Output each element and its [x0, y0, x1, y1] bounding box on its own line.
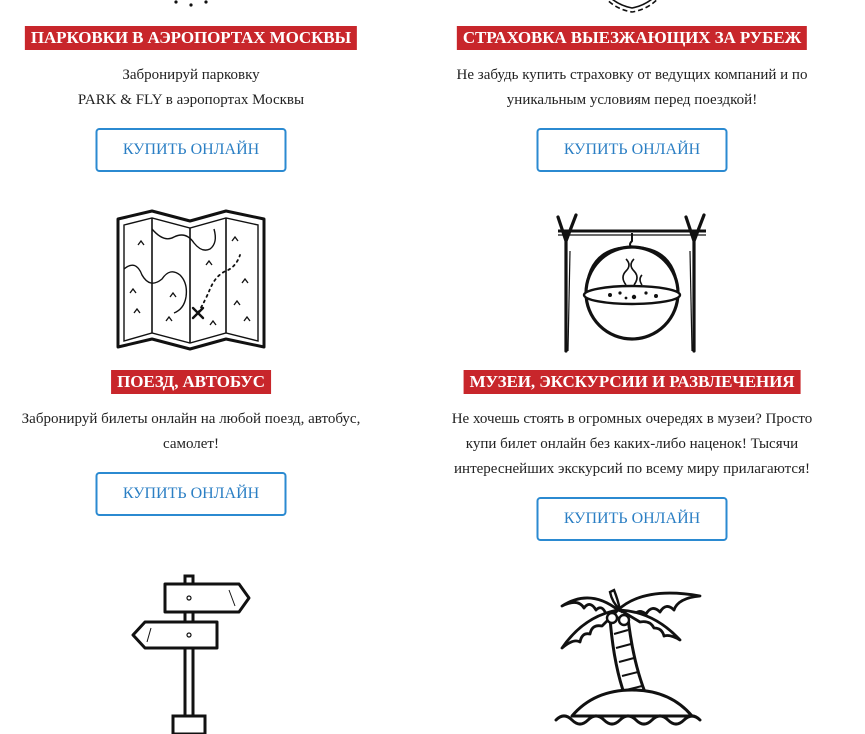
service-card-signpost — [0, 574, 391, 726]
service-card-train-bus — [0, 205, 391, 525]
card-title: МУЗЕИ, ЭКСКУРСИИ И РАЗВЛЕЧЕНИЯ — [464, 370, 801, 394]
description-line: купи билет онлайн без каких-либо наценок! Тысячи — [465, 436, 799, 452]
card-title: ПОЕЗД, АВТОБУС — [111, 370, 271, 394]
buy-online-button[interactable]: КУПИТЬ ОНЛАЙН — [537, 497, 728, 541]
buy-online-button[interactable]: КУПИТЬ ОНЛАЙН — [96, 128, 287, 172]
palm-island-icon — [554, 580, 710, 730]
description-line: уникальным условиям перед поездкой! — [506, 92, 758, 108]
card-title: ПАРКОВКИ В АЭРОПОРТАХ МОСКВЫ — [25, 26, 357, 50]
service-card-insurance — [432, 0, 832, 200]
insurance-icon — [577, 0, 687, 16]
signpost-icon — [129, 574, 253, 734]
card-description — [432, 63, 832, 113]
description-line: Не забудь купить страховку от ведущих компаний и по — [456, 67, 808, 83]
card-description — [0, 407, 391, 457]
service-card-island — [432, 574, 832, 726]
campfire-pot-icon — [554, 211, 710, 353]
parking-icon — [136, 0, 246, 16]
service-card-museums — [432, 205, 832, 550]
description-line: Не хочешь стоять в огромных очередях в музеи? Просто — [451, 411, 813, 427]
description-line: интереснейших экскурсий по всему миру прилагаются! — [454, 461, 810, 477]
description-line: Забронируй билеты онлайн на любой поезд, автобус, — [21, 411, 361, 427]
service-card-parking — [0, 0, 391, 200]
buy-online-button[interactable]: КУПИТЬ ОНЛАЙН — [537, 128, 728, 172]
description-line: самолет! — [163, 436, 219, 452]
buy-online-button[interactable]: КУПИТЬ ОНЛАЙН — [96, 472, 287, 516]
card-description — [0, 63, 391, 113]
card-title: СТРАХОВКА ВЫЕЗЖАЮЩИХ ЗА РУБЕЖ — [457, 26, 807, 50]
description-line: Забронируй парковку — [122, 67, 260, 83]
card-description — [432, 407, 832, 482]
map-icon — [114, 209, 268, 355]
description-line: PARK & FLY в аэропортах Москвы — [77, 92, 305, 108]
